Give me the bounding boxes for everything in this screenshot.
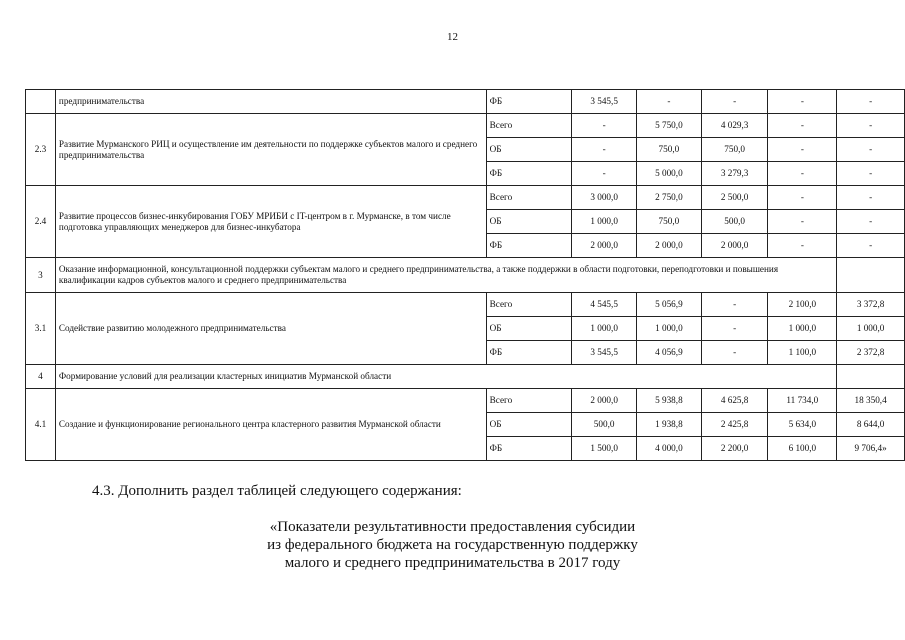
value-cell: 1 000,0: [768, 317, 837, 341]
value-cell: 4 625,8: [701, 389, 768, 413]
budget-type: Всего: [486, 293, 572, 317]
budget-type: ОБ: [486, 138, 572, 162]
row-number: 4: [26, 365, 56, 389]
value-cell: 3 545,5: [572, 90, 637, 114]
value-cell: 1 000,0: [837, 317, 905, 341]
value-cell: -: [572, 138, 637, 162]
value-cell: 2 750,0: [637, 186, 702, 210]
value-cell: 1 000,0: [572, 210, 637, 234]
value-cell: -: [768, 186, 837, 210]
value-cell: 750,0: [701, 138, 768, 162]
section-title-cell: Формирование условий для реализации кластерных инициатив Мурманской области: [55, 365, 836, 389]
value-cell: -: [837, 162, 905, 186]
section-title-cell: Оказание информационной, консультационной поддержки субъектам малого и среднего предпринимательства, а также поддержки в области подготовки, переподготовки и повышения квалификации кадров субъектов малого и среднего предпринимательства: [55, 258, 836, 293]
item-description: Создание и функционирование регионального центра кластерного развития Мурманской области: [55, 389, 486, 461]
budget-type: ОБ: [486, 317, 572, 341]
value-cell: 2 372,8: [837, 341, 905, 365]
value-cell: 1 938,8: [637, 413, 702, 437]
budget-type: ФБ: [486, 437, 572, 461]
table-row: [26, 293, 905, 317]
title-line: из федерального бюджета на государственную поддержку: [267, 537, 638, 553]
value-cell: 2 000,0: [637, 234, 702, 258]
value-cell: 2 425,8: [701, 413, 768, 437]
value-cell: 8 644,0: [837, 413, 905, 437]
value-cell: -: [768, 90, 837, 114]
value-cell: -: [768, 138, 837, 162]
value-cell: 3 279,3: [701, 162, 768, 186]
value-cell: -: [837, 114, 905, 138]
budget-type: Всего: [486, 114, 572, 138]
row-number: [26, 90, 56, 114]
value-cell: -: [837, 186, 905, 210]
table-row: [26, 389, 905, 413]
value-cell: -: [701, 317, 768, 341]
value-cell: 11 734,0: [768, 389, 837, 413]
value-cell: -: [837, 138, 905, 162]
section-row: [26, 365, 905, 389]
row-number: 3.1: [26, 293, 56, 365]
value-cell: 9 706,4»: [837, 437, 905, 461]
budget-type: Всего: [486, 389, 572, 413]
value-cell: 5 000,0: [637, 162, 702, 186]
item-description: Содействие развитию молодежного предпринимательства: [55, 293, 486, 365]
value-cell: -: [701, 293, 768, 317]
value-cell: -: [701, 341, 768, 365]
value-cell: -: [768, 234, 837, 258]
item-description: предпринимательства: [55, 90, 486, 114]
table-row: [26, 186, 905, 210]
value-cell: 18 350,4: [837, 389, 905, 413]
row-number: 2.4: [26, 186, 56, 258]
value-cell: 2 000,0: [701, 234, 768, 258]
value-cell: 500,0: [572, 413, 637, 437]
value-cell: -: [768, 162, 837, 186]
value-cell: 5 056,9: [637, 293, 702, 317]
value-cell: -: [572, 114, 637, 138]
budget-table: [25, 89, 905, 461]
value-cell: -: [637, 90, 702, 114]
instruction-paragraph: 4.3. Дополнить раздел таблицей следующего содержания:: [92, 483, 462, 499]
table-row: [26, 90, 905, 114]
section-title: [0, 518, 905, 572]
empty-cell: [837, 365, 905, 389]
empty-cell: [837, 258, 905, 293]
value-cell: 2 000,0: [572, 234, 637, 258]
budget-type: ФБ: [486, 341, 572, 365]
budget-type: ОБ: [486, 413, 572, 437]
value-cell: -: [572, 162, 637, 186]
row-number: 3: [26, 258, 56, 293]
value-cell: -: [837, 210, 905, 234]
table-row: [26, 114, 905, 138]
value-cell: 1 000,0: [572, 317, 637, 341]
value-cell: 2 200,0: [701, 437, 768, 461]
value-cell: -: [837, 234, 905, 258]
item-description: Развитие Мурманского РИЦ и осуществление им деятельности по поддержке субъектов малого и среднего предпринимательства: [55, 114, 486, 186]
item-description: Развитие процессов бизнес-инкубирования ГОБУ МРИБИ с IT-центром в г. Мурманске, в том числе подготовка управляющих менеджеров для бизнес-инкубатора: [55, 186, 486, 258]
value-cell: 750,0: [637, 210, 702, 234]
budget-type: ФБ: [486, 234, 572, 258]
budget-type: ФБ: [486, 162, 572, 186]
value-cell: -: [837, 90, 905, 114]
value-cell: -: [768, 114, 837, 138]
value-cell: 3 372,8: [837, 293, 905, 317]
value-cell: 5 750,0: [637, 114, 702, 138]
value-cell: 4 056,9: [637, 341, 702, 365]
title-line: «Показатели результативности предоставления субсидии: [269, 519, 636, 535]
value-cell: 3 545,5: [572, 341, 637, 365]
value-cell: 4 000,0: [637, 437, 702, 461]
value-cell: 1 500,0: [572, 437, 637, 461]
value-cell: 5 634,0: [768, 413, 837, 437]
row-number: 2.3: [26, 114, 56, 186]
value-cell: 1 000,0: [637, 317, 702, 341]
budget-type: ОБ: [486, 210, 572, 234]
value-cell: -: [701, 90, 768, 114]
value-cell: 6 100,0: [768, 437, 837, 461]
value-cell: 750,0: [637, 138, 702, 162]
page-number: 12: [447, 31, 458, 43]
budget-type: Всего: [486, 186, 572, 210]
value-cell: 2 000,0: [572, 389, 637, 413]
value-cell: 500,0: [701, 210, 768, 234]
value-cell: 4 545,5: [572, 293, 637, 317]
value-cell: -: [768, 210, 837, 234]
value-cell: 5 938,8: [637, 389, 702, 413]
value-cell: 1 100,0: [768, 341, 837, 365]
budget-type: ФБ: [486, 90, 572, 114]
value-cell: 2 100,0: [768, 293, 837, 317]
section-row: [26, 258, 905, 293]
row-number: 4.1: [26, 389, 56, 461]
value-cell: 2 500,0: [701, 186, 768, 210]
value-cell: 3 000,0: [572, 186, 637, 210]
value-cell: 4 029,3: [701, 114, 768, 138]
title-line: малого и среднего предпринимательства в 2017 году: [284, 555, 621, 571]
